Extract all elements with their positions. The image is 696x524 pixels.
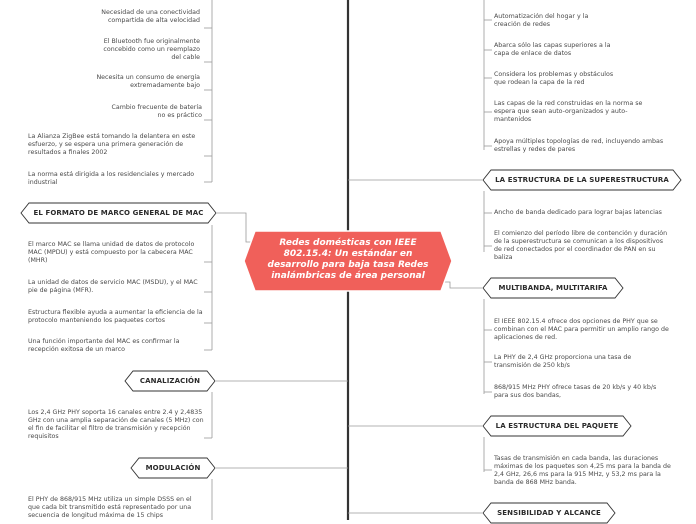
- note-left-top-1[interactable]: Necesidad de una conectividad compartida de alta velocidad: [101, 9, 200, 25]
- note-left-top-4[interactable]: Cambio frecuente de batería no es práctico: [111, 104, 202, 120]
- topic-formato-marco-mac[interactable]: [20, 202, 217, 224]
- topic-estructura-superestructura[interactable]: [482, 169, 682, 191]
- note-right-top-3[interactable]: Considera los problemas y obstáculos que rodean la capa de la red: [494, 71, 614, 87]
- note-multi-2[interactable]: La PHY de 2,4 GHz proporciona una tasa de transmisión de 250 kb/s: [494, 354, 632, 370]
- topic-canalizacion[interactable]: [124, 370, 216, 392]
- connector-left-top-ticks: [204, 28, 212, 182]
- note-right-top-5[interactable]: Apoya múltiples topologías de red, incluyendo ambas estrellas y redes de pares: [494, 138, 664, 154]
- topic-multibanda-multitarifa[interactable]: [482, 277, 624, 299]
- topic-label: MULTIBANDA, MULTITARIFA: [498, 284, 608, 292]
- topic-label: LA ESTRUCTURA DEL PAQUETE: [495, 422, 619, 430]
- note-super-1[interactable]: Ancho de banda dedicado para lograr bajas latencias: [494, 209, 662, 216]
- note-right-top-4[interactable]: Las capas de la red construidas en la norma se espera que sean auto-organizados y auto-mantenidos: [494, 100, 643, 124]
- topic-estructura-paquete[interactable]: [482, 415, 632, 437]
- note-mac-4[interactable]: Una función importante del MAC es confirmar la recepción exitosa de un marco: [28, 338, 180, 354]
- topic-label: CANALIZACIÓN: [139, 377, 201, 385]
- connector-right-top-ticks: [484, 20, 492, 146]
- note-paquete-1[interactable]: Tasas de transmisión en cada banda, las duraciones máximas de los paquetes son 4,25 ms para la banda de 2,4 GHz, 26,6 ms para la 915 MHz, y 53,2 ms para la banda de 868 MHz banda.: [494, 455, 671, 487]
- note-left-top-3[interactable]: Necesita un consumo de energía extremadamente bajo: [96, 74, 200, 90]
- note-multi-1[interactable]: El IEEE 802.15.4 ofrece dos opciones de PHY que se combinan con el MAC para permitir un amplio rango de aplicaciones de red.: [494, 318, 669, 342]
- topic-sensibilidad-alcance[interactable]: [482, 502, 616, 524]
- connector-mac-ticks: [204, 262, 212, 350]
- note-mac-3[interactable]: Estructura flexible ayuda a aumentar la eficiencia de la protocolo manteniendo los paquetes cortos: [28, 309, 203, 325]
- note-right-top-2[interactable]: Abarca sólo las capas superiores a la capa de enlace de datos: [494, 42, 611, 58]
- central-topic[interactable]: [243, 230, 453, 292]
- note-canal-1[interactable]: Los 2,4 GHz PHY soporta 16 canales entre 2.4 y 2,4835 GHz con una amplia separación de canales (5 MHz) con el fin de facilitar el filtro de transmisión y recepción requisitos: [28, 409, 204, 441]
- central-topic-label: Redes domésticas con IEEE 802.15.4: Un estándar en desarrollo para baja tasa Redes inalámbricas de área personal: [267, 238, 429, 281]
- topic-label: SENSIBILIDAD Y ALCANCE: [497, 509, 601, 517]
- note-mac-1[interactable]: El marco MAC se llama unidad de datos de protocolo MAC (MPDU) y está compuesto por la cabecera MAC (MHR): [28, 241, 195, 265]
- note-multi-3[interactable]: 868/915 MHz PHY ofrece tasas de 20 kb/s y 40 kb/s para sus dos bandas,: [494, 384, 657, 400]
- note-left-top-6[interactable]: La norma está dirigida a los residenciales y mercado industrial: [28, 171, 195, 187]
- topic-label: LA ESTRUCTURA DE LA SUPERESTRUCTURA: [495, 176, 669, 184]
- note-left-top-2[interactable]: El Bluetooth fue originalmente concebido como un reemplazo del cable: [103, 38, 200, 62]
- topic-label: MODULACIÓN: [145, 464, 201, 472]
- topic-label: EL FORMATO DE MARCO GENERAL DE MAC: [33, 209, 204, 217]
- topic-modulacion[interactable]: [130, 457, 216, 479]
- note-super-2[interactable]: El comienzo del período libre de contención y duración de la superestructura se comunican a los dispositivos de red conectados por el coordinador de PAN en su baliza: [494, 230, 668, 262]
- note-mod-1[interactable]: El PHY de 868/915 MHz utiliza un simple DSSS en el que cada bit transmitido está representado por una secuencia de longitud máxima de 15 chips: [28, 496, 192, 520]
- note-right-top-1[interactable]: Automatización del hogar y la creación de redes: [494, 13, 589, 29]
- note-mac-2[interactable]: La unidad de datos de servicio MAC (MSDU), y el MAC pie de página (MFR).: [28, 279, 198, 295]
- note-left-top-5[interactable]: La Alianza ZigBee está tomando la delantera en este esfuerzo, y se espera una primera generación de resultados a finales 2002: [28, 133, 196, 157]
